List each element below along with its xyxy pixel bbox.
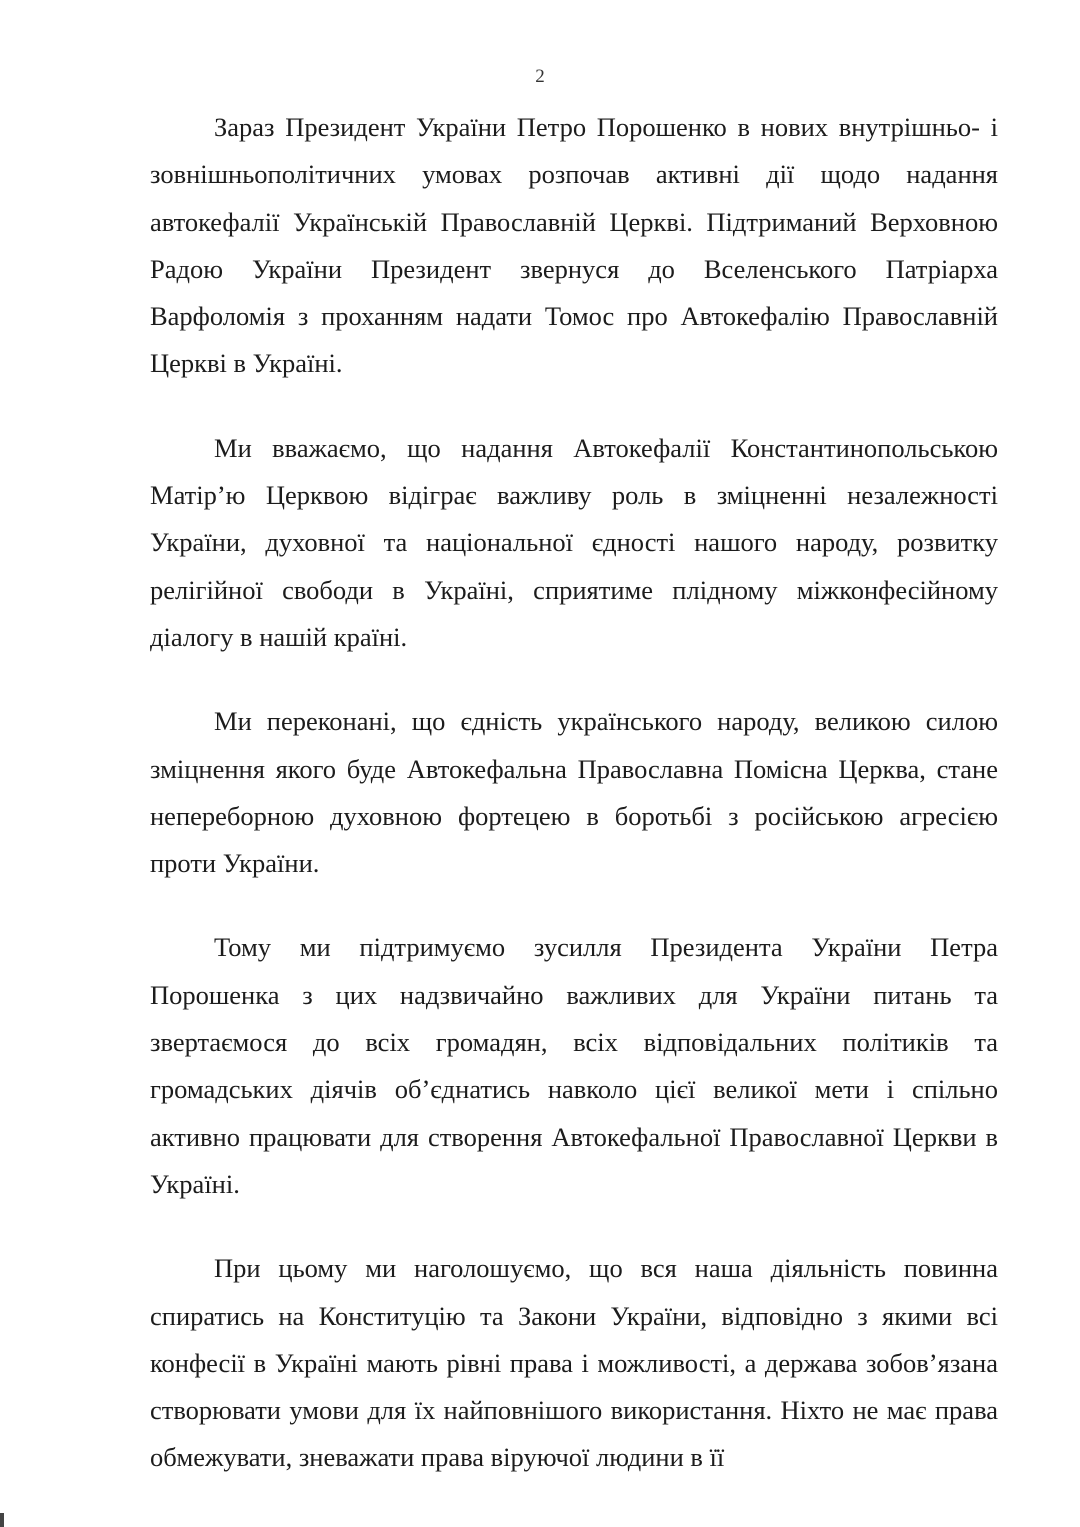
page-number: 2 bbox=[535, 66, 545, 87]
paragraph-national-unity: Ми переконані, що єдність українського народу, великою силою зміцнення якого буде Автокефальна Православна Помісна Церква, стане непереборною духовною фортецею в боротьбі з російською агресією проти України. bbox=[150, 706, 998, 879]
paragraph-autocephaly-initiative: Зараз Президент України Петро Порошенко в нових внутрішньо- і зовнішньополітичних умовах розпочав активні дії щодо надання автокефалії Українській Православній Церкві. Підтриманий Верховною Радою України Президент звернуся до Вселенського Патріарха Варфоломія з проханням надати Томос про Автокефалію Православній Церкві в Україні. bbox=[150, 112, 998, 379]
paragraph-support-appeal: Тому ми підтримуємо зусилля Президента України Петра Порошенка з цих надзвичайно важливих для України питань та звертаємося до всіх громадян, всіх відповідальних політиків та громадських діячів об’єднатись навколо цієї великої мети і спільно активно працювати для створення Автокефальної Православної Церкви в Україні. bbox=[150, 932, 998, 1199]
paragraph-constantinople-role: Ми вважаємо, що надання Автокефалії Константинопольською Матір’ю Церквою відіграє важливу роль в зміцненні незалежності України, духовної та національної єдності нашого народу, розвитку релігійної свободи в Україні, сприятиме плідному міжконфесійному діалогу в нашій країні. bbox=[150, 432, 998, 652]
scan-edge-mark bbox=[0, 1513, 4, 1527]
document-body bbox=[150, 104, 998, 1482]
paragraph-constitution: При цьому ми наголошуємо, що вся наша діяльність повинна спиратись на Конституцію та Закони України, відповідно з якими всі конфесії в Україні мають рівні права і можливості, а держава зобов’язана створювати умови для їх найповнішого використання. Ніхто не має права обмежувати, зневажати права віруючої людини в її bbox=[150, 1253, 998, 1473]
